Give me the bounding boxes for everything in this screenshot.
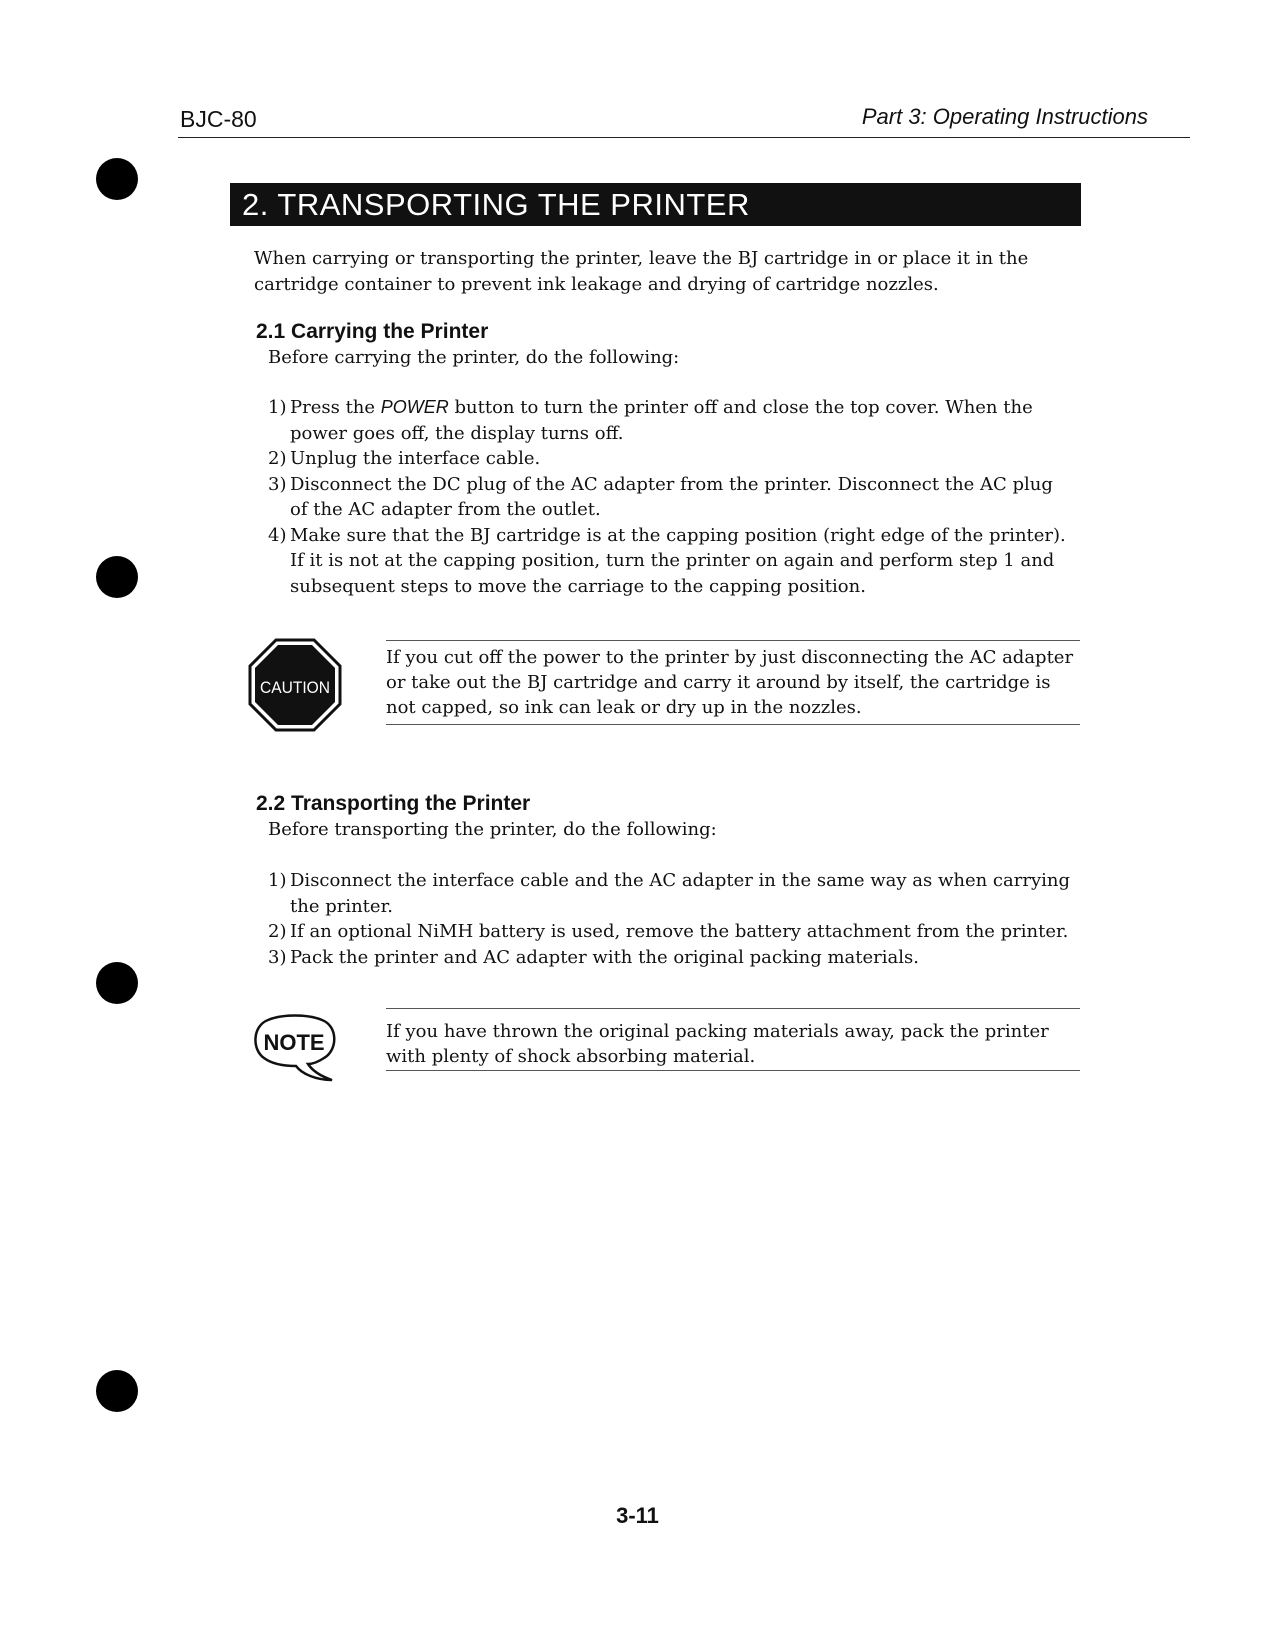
caution-bottom-rule xyxy=(386,724,1080,725)
list-item: 3) Disconnect the DC plug of the AC adapter from the printer. Disconnect the AC plug of the AC adapter from the outlet. xyxy=(268,473,1053,520)
carrying-steps-list xyxy=(268,395,1076,599)
list-item: 1) Press the POWER button to turn the printer off and close the top cover. When the power goes off, the display turns off. xyxy=(268,397,1033,444)
note-top-rule xyxy=(386,1008,1080,1009)
section-heading-carrying: 2.1 Carrying the Printer xyxy=(256,320,489,343)
power-button-label: POWER xyxy=(380,397,449,417)
caution-text: If you cut off the power to the printer by just disconnecting the AC adapter or take out the BJ cartridge and carry it around by itself, the cartridge is not capped, so ink can leak or dry up in the nozzles. xyxy=(386,647,1074,718)
binder-hole-3 xyxy=(96,962,138,1004)
list-item: 3) Pack the printer and AC adapter with the original packing materials. xyxy=(268,946,919,968)
list-item: 2) Unplug the interface cable. xyxy=(268,448,541,469)
note-text: If you have thrown the original packing materials away, pack the printer with plenty of shock absorbing material. xyxy=(386,1021,1049,1067)
note-icon xyxy=(250,1012,340,1084)
list-item: 1) Disconnect the interface cable and the AC adapter in the same way as when carrying the printer. xyxy=(268,870,1070,917)
list-item: 2) If an optional NiMH battery is used, remove the battery attachment from the printer. xyxy=(268,921,1069,942)
binder-hole-1 xyxy=(96,158,138,200)
list-item: 4) Make sure that the BJ cartridge is at the capping position (right edge of the printer). If it is not at the capping position, turn the printer on again and perform step 1 and subsequent steps to move the carriage to the capping position. xyxy=(268,524,1066,597)
section-lead-carrying: Before carrying the printer, do the following: xyxy=(268,347,680,368)
transporting-steps-list xyxy=(268,868,1088,970)
note-icon-label: NOTE xyxy=(263,1030,325,1055)
header-model: BJC-80 xyxy=(180,106,257,132)
note-bottom-rule xyxy=(386,1070,1080,1071)
section-heading-transporting: 2.2 Transporting the Printer xyxy=(256,792,531,815)
binder-hole-4 xyxy=(96,1370,138,1412)
page-number: 3-11 xyxy=(616,1503,659,1528)
section-lead-transporting: Before transporting the printer, do the following: xyxy=(268,819,717,840)
header-rule xyxy=(178,137,1190,138)
caution-icon-label: CAUTION xyxy=(260,678,330,697)
header-part-title: Part 3: Operating Instructions xyxy=(861,104,1148,129)
binder-hole-2 xyxy=(96,556,138,598)
caution-icon xyxy=(248,638,342,732)
page-title: 2. TRANSPORTING THE PRINTER xyxy=(230,183,1081,226)
caution-top-rule xyxy=(386,640,1080,641)
intro-paragraph: When carrying or transporting the printer, leave the BJ cartridge in or place it in the cartridge container to prevent ink leakage and drying of cartridge nozzles. xyxy=(254,248,1029,295)
